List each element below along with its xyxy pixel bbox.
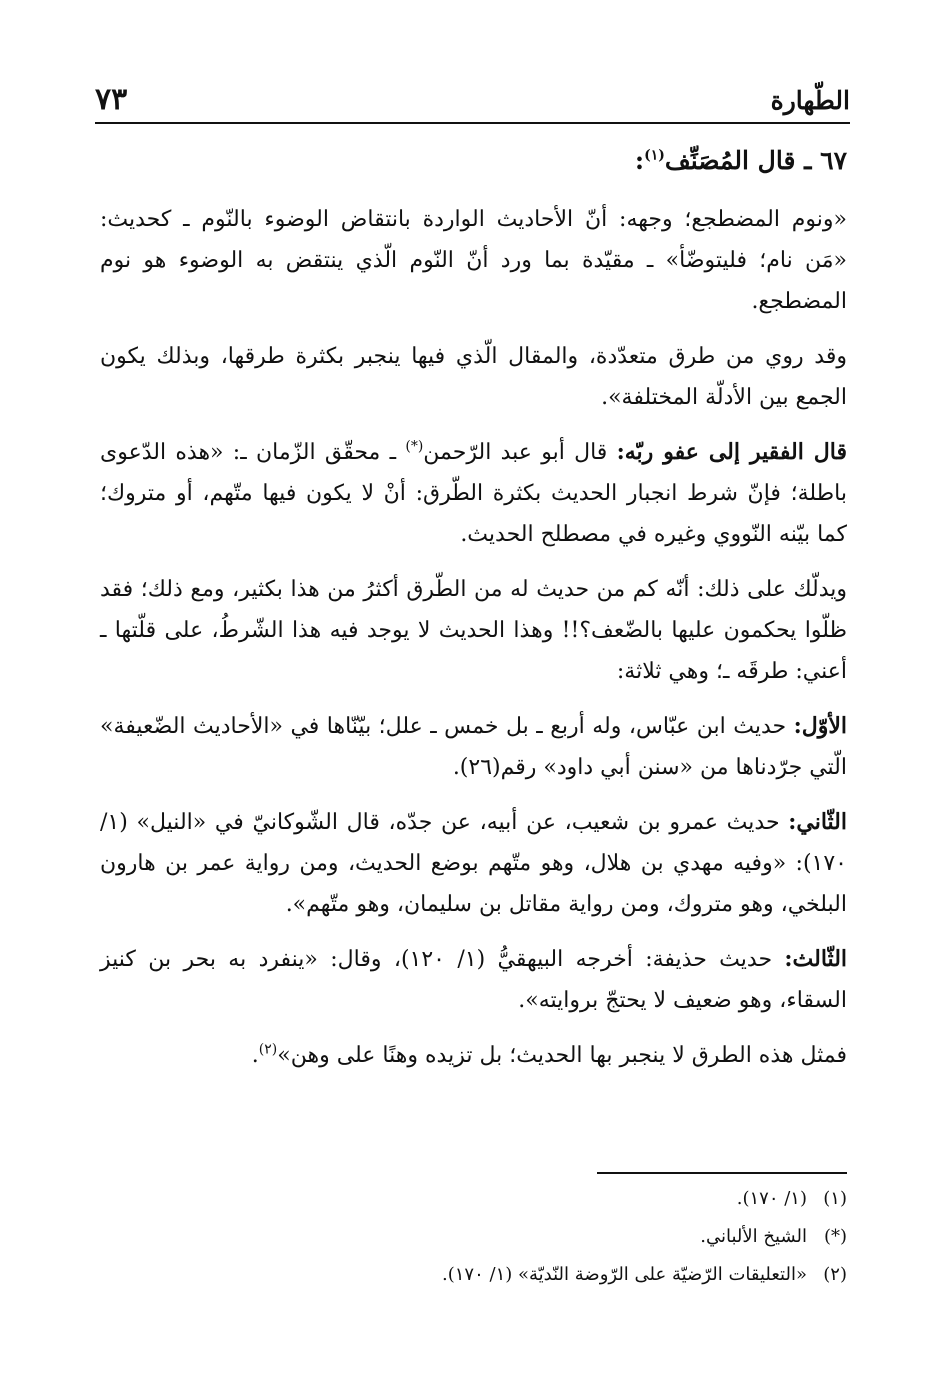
footnote-text: (١/ ١٧٠). [736, 1188, 807, 1209]
footnote-marker: (*) [823, 1226, 847, 1247]
footnote-divider [597, 1172, 847, 1174]
footnote [100, 1256, 847, 1294]
chapter-title: الطّهارة [770, 86, 850, 115]
paragraph-5 [100, 706, 847, 788]
footnote-ref-2: (٢) [258, 1041, 278, 1058]
footnote-marker: (١) [823, 1188, 847, 1209]
paragraph-6-text: حديث عمرو بن شعيب، عن أبيه، عن جدّه، قال الشّوكانيّ في «النيل» (١/ ١٧٠): «وفيه مهدي بن هلال، وهو متّهم بوضع الحديث، ومن رواية عمر بن هارون البلخي، وهو متروك، ومن رواية مقاتل بن سليمان، وهو متّهم». [100, 810, 847, 917]
paragraph-8 [100, 1035, 847, 1076]
footnote [100, 1218, 847, 1256]
paragraph-7 [100, 939, 847, 1021]
paragraph-7-text: حديث حذيفة: أخرجه البيهقيُّ (١/ ١٢٠)، وقال: «ينفرد به بحر بن كنيز السقاء، وهو ضعيف لا يحتجّ بروايته». [100, 947, 847, 1013]
section-heading [100, 140, 847, 181]
running-header [95, 82, 850, 124]
paragraph-6 [100, 802, 847, 925]
footnote-marker: (٢) [823, 1264, 847, 1285]
paragraph-5-lead: الأوّل: [793, 713, 847, 739]
paragraph-3-text-b: ـ محقّق الزّمان ـ: «هذه الدّعوى باطلة؛ فإنّ شرط انجبار الحديث بكثرة الطّرق: أنْ لا يكون فيها متّهم، أو متروك؛ كما بيّنه النّووي وغيره في مصطلح الحديث. [100, 440, 847, 547]
footnote-text: الشيخ الألباني. [700, 1226, 807, 1247]
section-heading-colon: : [634, 146, 645, 175]
footnote [100, 1180, 847, 1218]
footnotes [100, 1180, 847, 1294]
paragraph-8-end: . [251, 1043, 259, 1068]
paragraph-1: «ونوم المضطجع؛ وجهه: أنّ الأحاديث الواردة بانتقاض الوضوء بالنّوم ـ كحديث: «مَن نام؛ فليتوضّأ» ـ مقيّدة بما ورد أنّ النّوم الّذي ينتقض به الوضوء هو نوم المضطجع. [100, 207, 847, 314]
paragraph-3-lead: قال الفقير إلى عفو ربّه: [616, 439, 847, 465]
body-text [100, 140, 847, 1090]
paragraph-4: ويدلّك على ذلك: أنّه كم من حديث له من الطّرق أكثرُ من هذا بكثير، ومع ذلك؛ فقد ظلّوا يحكمون عليها بالضّعف؟!! وهذا الحديث لا يوجد فيه هذا الشّرطُ، على قلّتها ـ أعني: طرقَه ـ؛ وهي ثلاثة: [100, 577, 847, 684]
paragraph-3 [100, 432, 847, 555]
paragraph-8-text: فمثل هذه الطرق لا ينجبر بها الحديث؛ بل تزيده وهنًا على وهن» [277, 1043, 847, 1068]
footnote-text: «التعليقات الرّضيّة على الرّوضة النّديّة» (١/ ١٧٠). [442, 1264, 807, 1285]
paragraph-5-text: حديث ابن عبّاس، وله أربع ـ بل خمس ـ علل؛ بيّنّاها في «الأحاديث الضّعيفة» الّتي جرّدناها من «سنن أبي داود» رقم(٢٦). [100, 714, 847, 780]
paragraph-3-text-a: قال أبو عبد الرّحمن [423, 440, 617, 465]
paragraph-6-lead: الثّاني: [788, 809, 847, 835]
paragraph-7-lead: الثّالث: [784, 946, 848, 972]
page-number: ٧٣ [95, 82, 128, 117]
footnote-ref-1: (١) [644, 147, 665, 164]
footnote-ref-star: (*) [405, 438, 424, 455]
section-heading-text: ٦٧ ـ قال المُصَنِّف [664, 146, 847, 175]
paragraph-2: وقد روي من طرق متعدّدة، والمقال الّذي فيها ينجبر بكثرة طرقها، وبذلك يكون الجمع بين الأدلّة المختلفة». [100, 344, 847, 410]
